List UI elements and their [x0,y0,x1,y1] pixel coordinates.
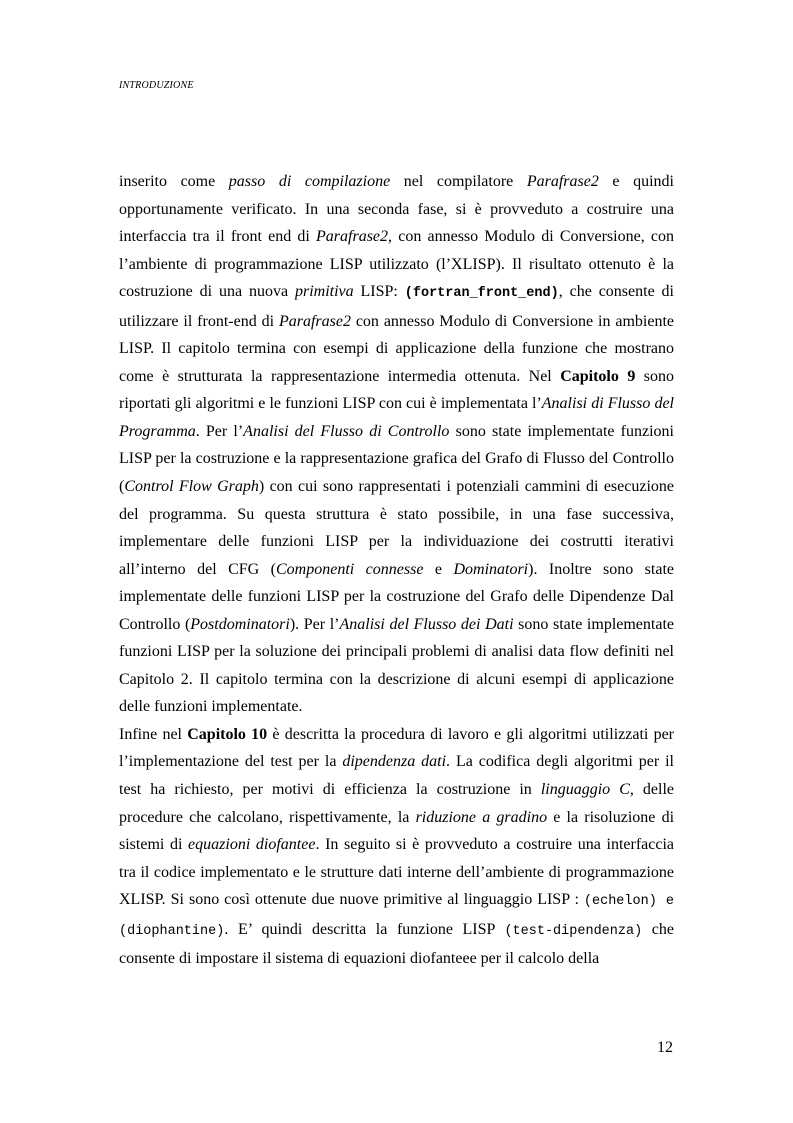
text-span: che consente di impostare il sistema di equazioni diofanteee per il calcolo della [119,920,675,968]
italic-term: Parafrase2 [278,312,351,330]
text-span: . In seguito si è provveduto a costruire una interfaccia tra il codice implementato e le strutture dati interne dell’ambiente di programmazione XLISP. Si sono così ottenute due nuove primitive al linguaggio LISP : [119,836,674,909]
text-span: ). Inoltre sono state implementate delle funzioni LISP per la costruzione del Grafo delle Dipendenze Dal Controllo ( [119,560,675,633]
chapter-reference: Capitolo 10 [187,725,268,743]
italic-term: Componenti connesse [276,560,424,578]
italic-term: Dominatori [453,560,529,578]
italic-term: Postdominatori [190,615,290,633]
code-primitive: (echelon) e (diophantine) [119,894,674,939]
text-span: sono state implementate funzioni LISP per la costruzione e la rappresentazione grafica del Grafo di Flusso del Controllo ( [119,422,675,496]
chapter-reference: Capitolo 9 [560,367,636,385]
text-span: nel compilatore [390,173,527,190]
italic-term: Parafrase2 [316,228,389,246]
italic-term: primitiva [294,283,354,301]
text-span: Infine nel [119,725,188,743]
italic-term: Parafrase2 [526,173,599,190]
text-span: inserito come [119,173,229,190]
paragraph-chapter-8-9 [119,168,674,721]
text-span: . E’ quindi descritta la funzione LISP [224,920,505,938]
text-span: , che consente di utilizzare il front-end di [119,283,674,330]
text-span: , delle procedure che calcolano, rispettivamente, la [119,781,675,826]
text-span: ). Per l’ [289,615,340,633]
paragraph-chapter-10 [119,721,674,973]
page-number: 12 [657,1039,673,1056]
text-span: sono riportati gli algoritmi e le funzioni LISP con cui è implementata l’ [119,367,675,413]
text-span: LISP: [353,283,405,301]
text-span: e quindi opportunamente verificato. In una seconda fase, si è provveduto a costruire una interfaccia tra il front end di [119,173,675,246]
text-span: e la risoluzione di sistemi di [119,808,675,854]
running-header: INTRODUZIONE [119,80,194,91]
italic-term: equazioni diofantee [188,836,316,854]
text-span: , con annesso Modulo di Conversione, con l’ambiente di programmazione LISP utilizzato (l’XLISP). Il risultato ottenuto è la costruzione di una nuova [119,228,674,301]
text-span: sono state implementate funzioni LISP per la soluzione dei principali problemi di analisi data flow definiti nel Capitolo 2. Il capitolo termina con la descrizione di alcuni esempi di applicazione delle funzioni implementate. [119,615,675,716]
italic-term: Analisi del Flusso dei Dati [339,615,514,633]
italic-term: dipendenza dati [342,753,447,771]
italic-term: Analisi di Flusso del Programma [119,395,675,440]
italic-term: passo di compilazione [228,173,391,190]
text-span: e [423,560,454,578]
body-text [119,168,674,973]
code-primitive: (fortran_front_end) [404,286,559,302]
text-span: . La codifica degli algoritmi per il test ha richiesto, per motivi di efficienza la costruzione in [119,753,674,799]
italic-term: Analisi del Flusso di Controllo [243,422,450,440]
text-span: ) con cui sono rappresentati i potenziali cammini di esecuzione del programma. Su questa struttura è stato possibile, in una fase successiva, implementare delle funzioni LISP per la individuazione dei costrutti iterativi all’interno del CFG ( [119,478,675,578]
text-span: . Per l’ [195,422,244,440]
text-span: è descritta la procedura di lavoro e gli algoritmi utilizzati per l’implementazione del test per la [119,725,674,771]
code-primitive: (test-dipendenza) [504,923,643,939]
italic-term: linguaggio C [540,781,630,799]
text-span: con annesso Modulo di Conversione in ambiente LISP. Il capitolo termina con esempi di applicazione della funzione che mostrano come è strutturata la rappresentazione intermedia ottenuta. Nel [119,312,674,385]
italic-term: Control Flow Graph [124,478,259,496]
italic-term: riduzione a gradino [415,808,548,826]
